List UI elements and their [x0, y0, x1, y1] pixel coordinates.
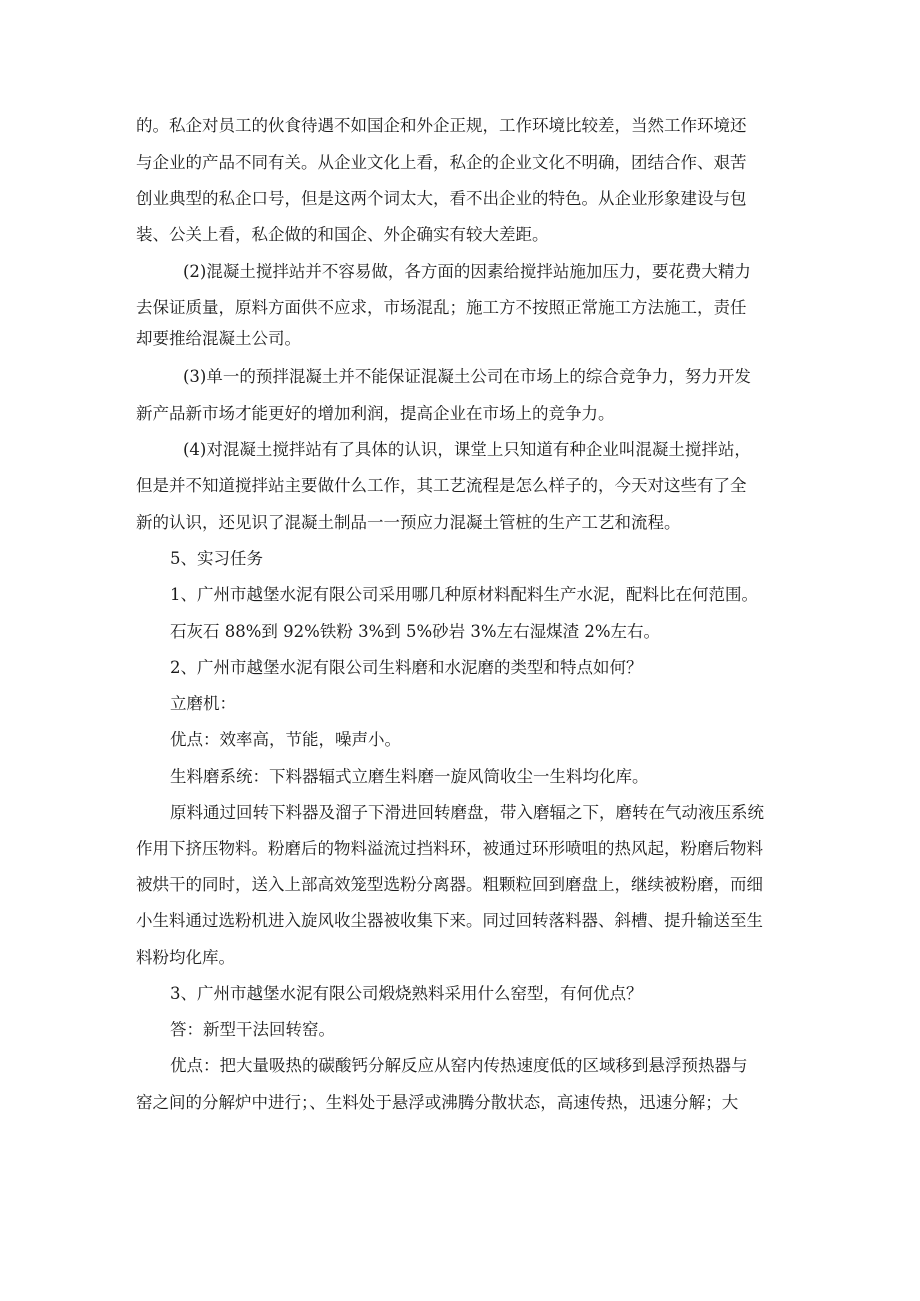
text-line: 新产品新市场才能更好的增加利润，提高企业在市场上的竞争力。: [136, 404, 615, 423]
text-line: 创业典型的私企口号，但是这两个词太大，看不出企业的特色。从企业形象建设与包: [136, 189, 747, 208]
text-line: 原料通过回转下料器及溜子下滑进回转磨盘，带入磨辐之下，磨转在气动液压系统: [170, 803, 764, 822]
text-line: 被烘干的同时，送入上部高效笼型选粉分离器。粗颗粒回到磨盘上，继续被粉磨，而细: [136, 875, 763, 894]
text-line: 去保证质量，原料方面供不应求，市场混乱；施工方不按照正常施工方法施工，责任: [136, 298, 747, 317]
text-line: 装、公关上看，私企做的和国企、外企确实有较大差距。: [136, 225, 549, 244]
answer-3: 答：新型干法回转窑。: [170, 1020, 335, 1039]
question-3: 3、广州市越堡水泥有限公司煅烧熟料采用什么窑型，有何优点？: [170, 984, 643, 1003]
text-line: 却要推给混凝土公司。: [136, 329, 301, 348]
text-line: 优点：效率高，节能，噪声小。: [170, 730, 401, 749]
text-line: 生料磨系统：下料器辐式立磨生料磨一旋风筒收尘一生料均化库。: [170, 767, 649, 786]
text-line: 小生料通过选粉机进入旋风收尘器被收集下来。同过回转落料器、斜槽、提升输送至生: [136, 911, 763, 930]
text-line: 窑之间的分解炉中进行；、生料处于悬浮或沸腾分散状态，高速传热，迅速分解；大: [136, 1093, 739, 1112]
text-line: 立磨机：: [170, 694, 236, 713]
question-2: 2、广州市越堡水泥有限公司生料磨和水泥磨的类型和特点如何？: [170, 658, 643, 677]
text-line: 但是并不知道搅拌站主要做什么工作，其工艺流程是怎么样子的，今天对这些有了全: [136, 476, 747, 495]
text-line: (4)对混凝土搅拌站有了具体的认识，课堂上只知道有种企业叫混凝土搅拌站，: [183, 440, 751, 459]
section-heading: 5、实习任务: [170, 549, 263, 568]
answer-1: 石灰石 88%到 92%铁粉 3%到 5%砂岩 3%左右湿煤渣 2%左右。: [170, 622, 661, 641]
text-line: 料粉均化库。: [136, 948, 235, 967]
text-line: 与企业的产品不同有关。从企业文化上看，私企的企业文化不明确，团结合作、艰苦: [136, 153, 747, 172]
question-1: 1、广州市越堡水泥有限公司采用哪几种原材料配料生产水泥，配料比在何范围。: [170, 585, 758, 604]
text-line: (3)单一的预拌混凝土并不能保证混凝土公司在市场上的综合竞争力，努力开发: [183, 367, 751, 386]
text-line: 作用下挤压物料。粉磨后的物料溢流过挡料环，被通过环形喷咀的热风起，粉磨后物料: [136, 839, 763, 858]
text-line: 优点：把大量吸热的碳酸钙分解反应从窑内传热速度低的区域移到悬浮预热器与: [170, 1056, 748, 1075]
text-line: 的。私企对员工的伙食待遇不如国企和外企正规，工作环境比较差，当然工作环境还: [136, 116, 747, 135]
text-line: 新的认识，还见识了混凝土制品一一预应力混凝土管桩的生产工艺和流程。: [136, 513, 681, 532]
text-line: (2)混凝土搅拌站并不容易做，各方面的因素给搅拌站施加压力，要花费大精力: [183, 262, 751, 281]
